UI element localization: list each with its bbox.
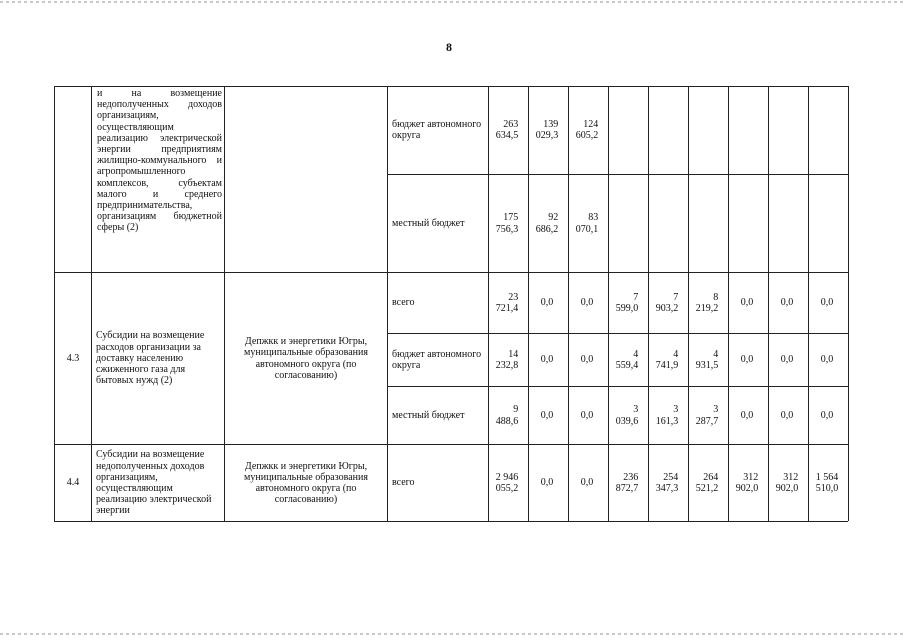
value-cell: 92 686,2	[535, 212, 559, 235]
value-cell: 0,0	[540, 354, 554, 366]
value-cell: 124 605,2	[575, 118, 599, 141]
funding-source: бюджет автономного округа	[392, 118, 482, 141]
value-cell: 23 721,4	[495, 291, 519, 314]
value-cell: 4 559,4	[615, 348, 639, 371]
value-cell: 0,0	[780, 354, 794, 366]
executor: Депжкк и энергетики Югры, муниципальные образования автономного округа (по согласованию)	[244, 336, 368, 381]
value-cell: 7 599,0	[615, 291, 639, 314]
column-divider	[91, 86, 92, 521]
table-border-bottom	[54, 521, 848, 522]
executor: Депжкк и энергетики Югры, муниципальные образования автономного округа (по согласованию)	[244, 460, 368, 506]
value-cell: 0,0	[740, 354, 754, 366]
funding-source: всего	[392, 477, 415, 489]
row-divider	[387, 174, 848, 175]
page-number: 8	[446, 40, 452, 54]
value-cell: 0,0	[740, 409, 754, 421]
row-number: 4.3	[66, 352, 80, 364]
row-description: Субсидии на возмещение расходов организации за доставку населению сжиженного газа для бытовых нужд (2)	[96, 330, 205, 387]
row-description: и на возмещение недополученных доходов организациям, осуществляющим реализацию электрической энергии предприятиям жилищно-коммунального и агропромышленного комплексов, субъектам малого и среднего предпринимательства, организациям бюджетной сферы (2)	[97, 88, 222, 234]
value-cell: 0,0	[540, 477, 554, 489]
value-cell: 0,0	[580, 297, 594, 309]
value-cell: 9 488,6	[495, 404, 519, 427]
value-cell: 7 903,2	[655, 291, 679, 314]
value-cell: 0,0	[780, 409, 794, 421]
value-cell: 264 521,2	[695, 471, 719, 494]
row-description: Субсидии на возмещение недополученных доходов организациям, осуществляющим реализацию электрической энергии	[96, 449, 212, 517]
column-divider	[387, 86, 388, 521]
value-cell: 3 161,3	[655, 404, 679, 427]
value-cell: 254 347,3	[655, 471, 679, 494]
funding-source: всего	[392, 297, 415, 309]
value-cell: 0,0	[820, 297, 834, 309]
value-cell: 0,0	[740, 297, 754, 309]
value-cell: 2 946 055,2	[495, 471, 519, 494]
value-cell: 139 029,3	[535, 118, 559, 141]
value-cell: 236 872,7	[615, 471, 639, 494]
value-cell: 312 902,0	[735, 471, 759, 494]
value-cell: 0,0	[820, 409, 834, 421]
value-cell: 0,0	[780, 297, 794, 309]
value-cell: 4 741,9	[655, 348, 679, 371]
value-cell: 0,0	[820, 354, 834, 366]
value-cell: 0,0	[580, 477, 594, 489]
value-cell: 0,0	[540, 297, 554, 309]
value-cell: 8 219,2	[695, 291, 719, 314]
value-cell: 0,0	[580, 354, 594, 366]
value-cell: 0,0	[540, 409, 554, 421]
value-cell: 0,0	[580, 409, 594, 421]
funding-source: бюджет автономного округа	[392, 348, 482, 371]
value-cell: 14 232,8	[495, 348, 519, 371]
value-cell: 263 634,5	[495, 118, 519, 141]
value-cell: 4 931,5	[695, 348, 719, 371]
value-cell: 175 756,3	[495, 212, 519, 235]
table-border-right	[848, 86, 849, 521]
value-cell: 83 070,1	[575, 212, 599, 235]
row-number: 4.4	[66, 477, 80, 489]
value-cell: 3 287,7	[695, 404, 719, 427]
value-cell: 3 039,6	[615, 404, 639, 427]
value-cell: 1 564 510,0	[815, 471, 839, 494]
funding-source: местный бюджет	[392, 409, 465, 421]
funding-source: местный бюджет	[392, 217, 465, 229]
value-cell: 312 902,0	[775, 471, 799, 494]
